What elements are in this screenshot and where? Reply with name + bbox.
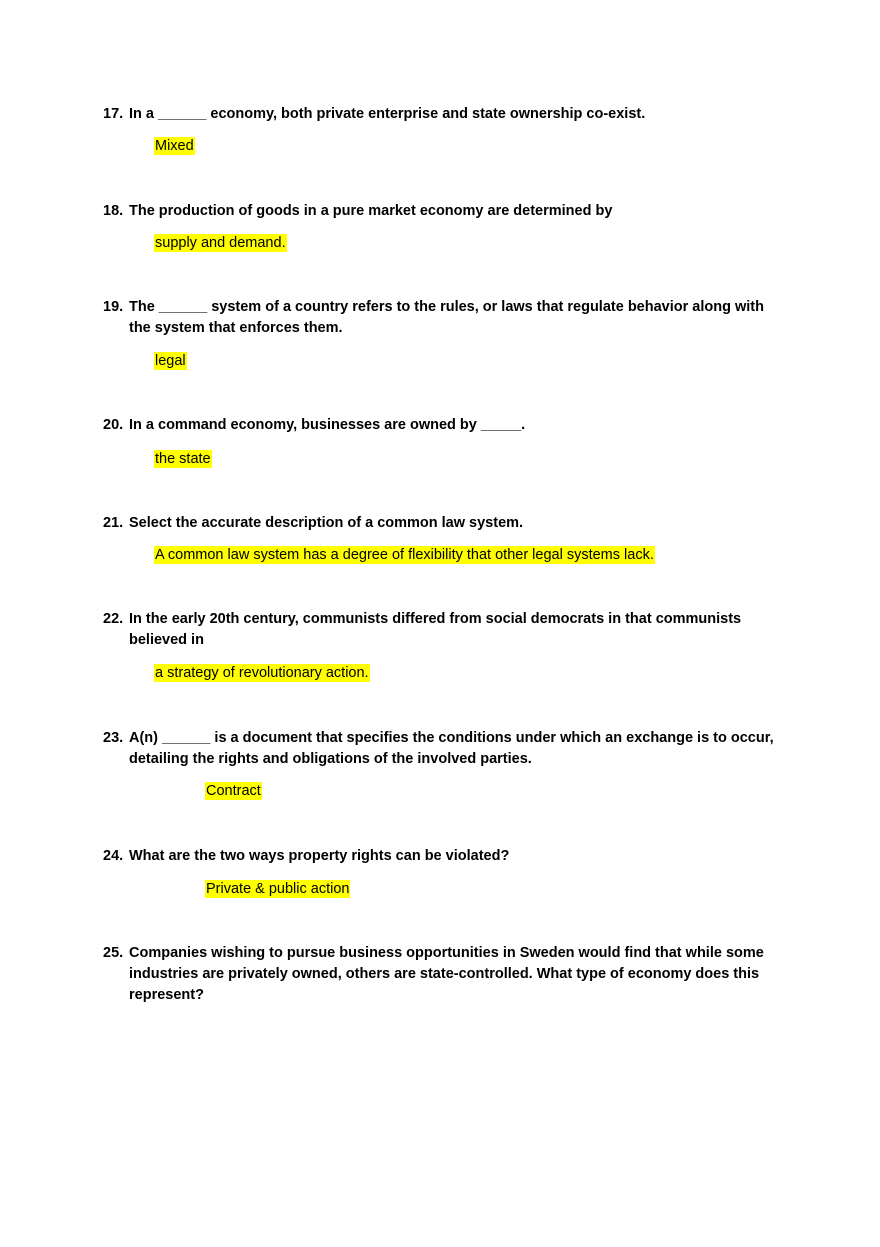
question-text: Select the accurate description of a common law system. [129,515,524,531]
question-text: In the early 20th century, communists differed from social democrats in that communists believed in [129,611,742,648]
question-number: 19. [103,299,124,315]
question-number: 25. [103,945,124,961]
answer-17: Mixed [155,138,194,154]
question-text: In a command economy, businesses are owned by _____. [129,417,526,433]
question-number: 22. [103,611,124,627]
question-text: The ______ system of a country refers to the rules, or laws that regulate behavior along with the system that enforces them. [129,299,764,336]
question-text: What are the two ways property rights can be violated? [129,848,510,864]
question-24 [103,846,783,867]
answer-22: a strategy of revolutionary action. [155,665,369,681]
answer-24: Private & public action [206,881,350,897]
answer-23: Contract [206,783,261,799]
question-17 [103,104,783,125]
question-number: 20. [103,417,124,433]
question-text: In a ______ economy, both private enterprise and state ownership co-exist. [129,106,646,122]
question-text: A(n) ______ is a document that specifies the conditions under which an exchange is to occur, detailing the rights and obligations of the involved parties. [129,730,774,767]
question-text: The production of goods in a pure market economy are determined by [129,203,613,219]
answer-21: A common law system has a degree of flexibility that other legal systems lack. [155,547,654,563]
question-number: 21. [103,515,124,531]
question-20 [103,415,783,436]
question-number: 18. [103,203,124,219]
question-22 [103,609,783,651]
question-18 [103,201,783,222]
question-19 [103,297,783,339]
answer-18: supply and demand. [155,235,286,251]
question-number: 17. [103,106,124,122]
question-number: 24. [103,848,124,864]
question-number: 23. [103,730,124,746]
answer-19: legal [155,353,186,369]
question-23 [103,728,783,770]
question-25 [103,943,783,1006]
question-21 [103,513,783,534]
question-text: Companies wishing to pursue business opportunities in Sweden would find that while some industries are privately owned, others are state-controlled. What type of economy does this represent? [129,945,764,1003]
answer-20: the state [155,451,211,467]
